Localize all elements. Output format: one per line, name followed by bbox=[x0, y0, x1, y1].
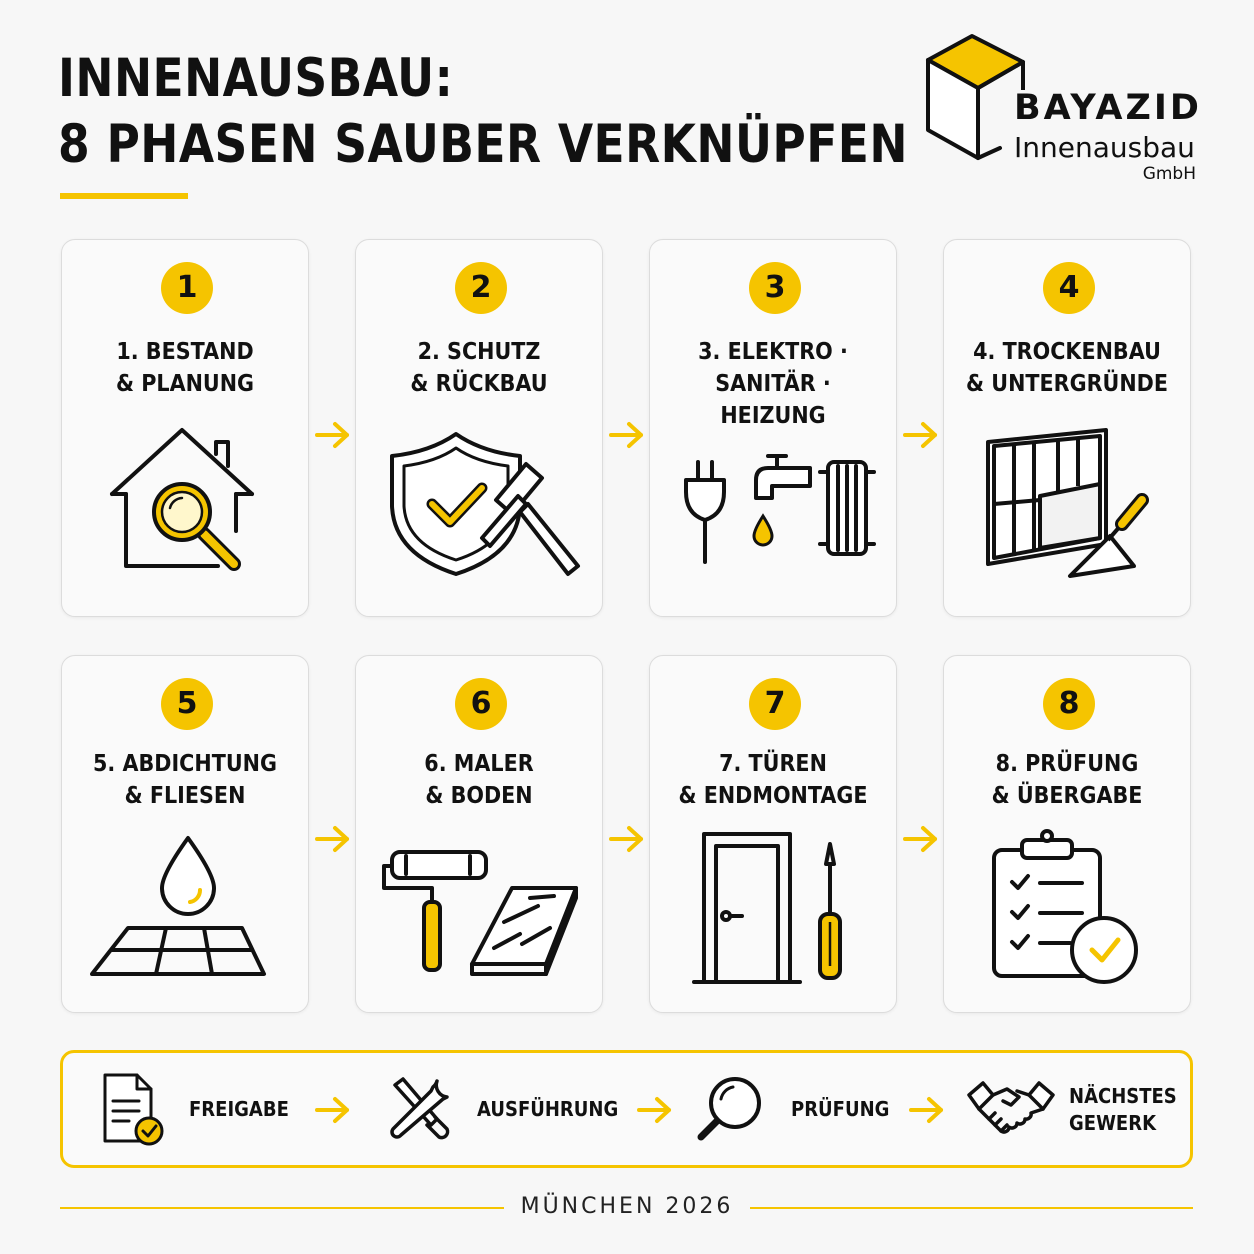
phase-title bbox=[74, 748, 295, 812]
phase-title-line: 4. TROCKENBAU bbox=[973, 339, 1161, 365]
workflow-bar bbox=[60, 1050, 1193, 1168]
phase-number-badge: 4 bbox=[1043, 262, 1095, 314]
phase-title-line: 2. SCHUTZ bbox=[417, 339, 541, 365]
phase-title-line: SANITÄR · bbox=[715, 371, 831, 397]
phase-title bbox=[368, 748, 589, 812]
title-underline bbox=[60, 193, 188, 199]
workflow-step-line: AUSFÜHRUNG bbox=[477, 1097, 619, 1121]
phase-card-7 bbox=[649, 655, 897, 1013]
phase-title bbox=[956, 748, 1177, 812]
workflow-step-label bbox=[1069, 1083, 1177, 1137]
workflow-step-line: GEWERK bbox=[1069, 1111, 1157, 1135]
arrow-right-icon bbox=[607, 824, 647, 854]
phase-card-2 bbox=[355, 239, 603, 617]
drywall-trowel-icon bbox=[958, 416, 1178, 596]
magnifier-icon bbox=[693, 1071, 769, 1147]
phase-title-line: & PLANUNG bbox=[115, 371, 255, 397]
brand-legal-form: GmbH bbox=[1142, 164, 1196, 184]
phase-title bbox=[368, 336, 589, 400]
workflow-step-label bbox=[791, 1096, 889, 1123]
phase-title-line: 1. BESTAND bbox=[116, 339, 254, 365]
phase-title-line: & BODEN bbox=[425, 783, 533, 809]
phase-number-badge: 8 bbox=[1043, 678, 1095, 730]
document-check-icon bbox=[99, 1069, 169, 1149]
phase-card-6 bbox=[355, 655, 603, 1013]
handshake-icon bbox=[965, 1075, 1057, 1145]
phase-title-line: 5. ABDICHTUNG bbox=[93, 751, 277, 777]
brand-logo bbox=[920, 30, 1210, 190]
workflow-step-line: PRÜFUNG bbox=[791, 1097, 890, 1121]
phase-title-line: 3. ELEKTRO · bbox=[698, 339, 848, 365]
shield-hammer-icon bbox=[370, 416, 590, 596]
phase-number-badge: 5 bbox=[161, 678, 213, 730]
plug-faucet-radiator-icon bbox=[664, 436, 884, 616]
phase-title bbox=[662, 336, 883, 432]
phase-number-badge: 7 bbox=[749, 678, 801, 730]
workflow-step-label bbox=[189, 1096, 289, 1123]
phase-card-5 bbox=[61, 655, 309, 1013]
phase-title-line: 7. TÜREN bbox=[719, 751, 827, 777]
tools-icon bbox=[385, 1073, 457, 1145]
phase-card-1 bbox=[61, 239, 309, 617]
drop-tiles-icon bbox=[76, 826, 296, 1006]
arrow-right-icon bbox=[901, 420, 941, 450]
workflow-step-line: FREIGABE bbox=[189, 1097, 289, 1121]
phase-card-8 bbox=[943, 655, 1191, 1013]
arrow-right-icon bbox=[313, 420, 353, 450]
phase-title bbox=[956, 336, 1177, 400]
phase-card-4 bbox=[943, 239, 1191, 617]
arrow-right-icon bbox=[607, 420, 647, 450]
phase-number-badge: 2 bbox=[455, 262, 507, 314]
arrow-right-icon bbox=[313, 824, 353, 854]
phase-title-line: & FLIESEN bbox=[124, 783, 246, 809]
phase-card-3 bbox=[649, 239, 897, 617]
phase-title-line: HEIZUNG bbox=[720, 403, 826, 429]
phase-title-line: & RÜCKBAU bbox=[410, 371, 548, 397]
phase-number-badge: 6 bbox=[455, 678, 507, 730]
phase-title-line: & ÜBERGABE bbox=[991, 783, 1143, 809]
footer-location-year: MÜNCHEN 2026 bbox=[520, 1194, 734, 1219]
phase-title-line: & ENDMONTAGE bbox=[678, 783, 868, 809]
phase-title bbox=[74, 336, 295, 400]
arrow-right-icon bbox=[907, 1095, 947, 1125]
title-line-1: INNENAUSBAU: bbox=[58, 48, 454, 109]
brand-name: BAYAZID bbox=[1014, 88, 1202, 128]
title-line-2: 8 PHASEN SAUBER VERKNÜPFEN bbox=[58, 114, 908, 175]
arrow-right-icon bbox=[901, 824, 941, 854]
phase-title bbox=[662, 748, 883, 812]
roller-plank-icon bbox=[370, 826, 590, 1006]
arrow-right-icon bbox=[313, 1095, 353, 1125]
phase-number-badge: 3 bbox=[749, 262, 801, 314]
phase-title-line: & UNTERGRÜNDE bbox=[966, 371, 1168, 397]
phase-title-line: 8. PRÜFUNG bbox=[995, 751, 1139, 777]
brand-subtitle: Innenausbau bbox=[1014, 131, 1195, 164]
page-title bbox=[58, 46, 908, 178]
door-screwdriver-icon bbox=[664, 826, 884, 1006]
phase-title-line: 6. MALER bbox=[424, 751, 534, 777]
house-magnifier-icon bbox=[76, 416, 296, 596]
workflow-step-label bbox=[477, 1096, 618, 1123]
arrow-right-icon bbox=[635, 1095, 675, 1125]
phase-number-badge: 1 bbox=[161, 262, 213, 314]
clipboard-check-icon bbox=[958, 826, 1178, 1006]
workflow-step-line: NÄCHSTES bbox=[1069, 1084, 1177, 1108]
